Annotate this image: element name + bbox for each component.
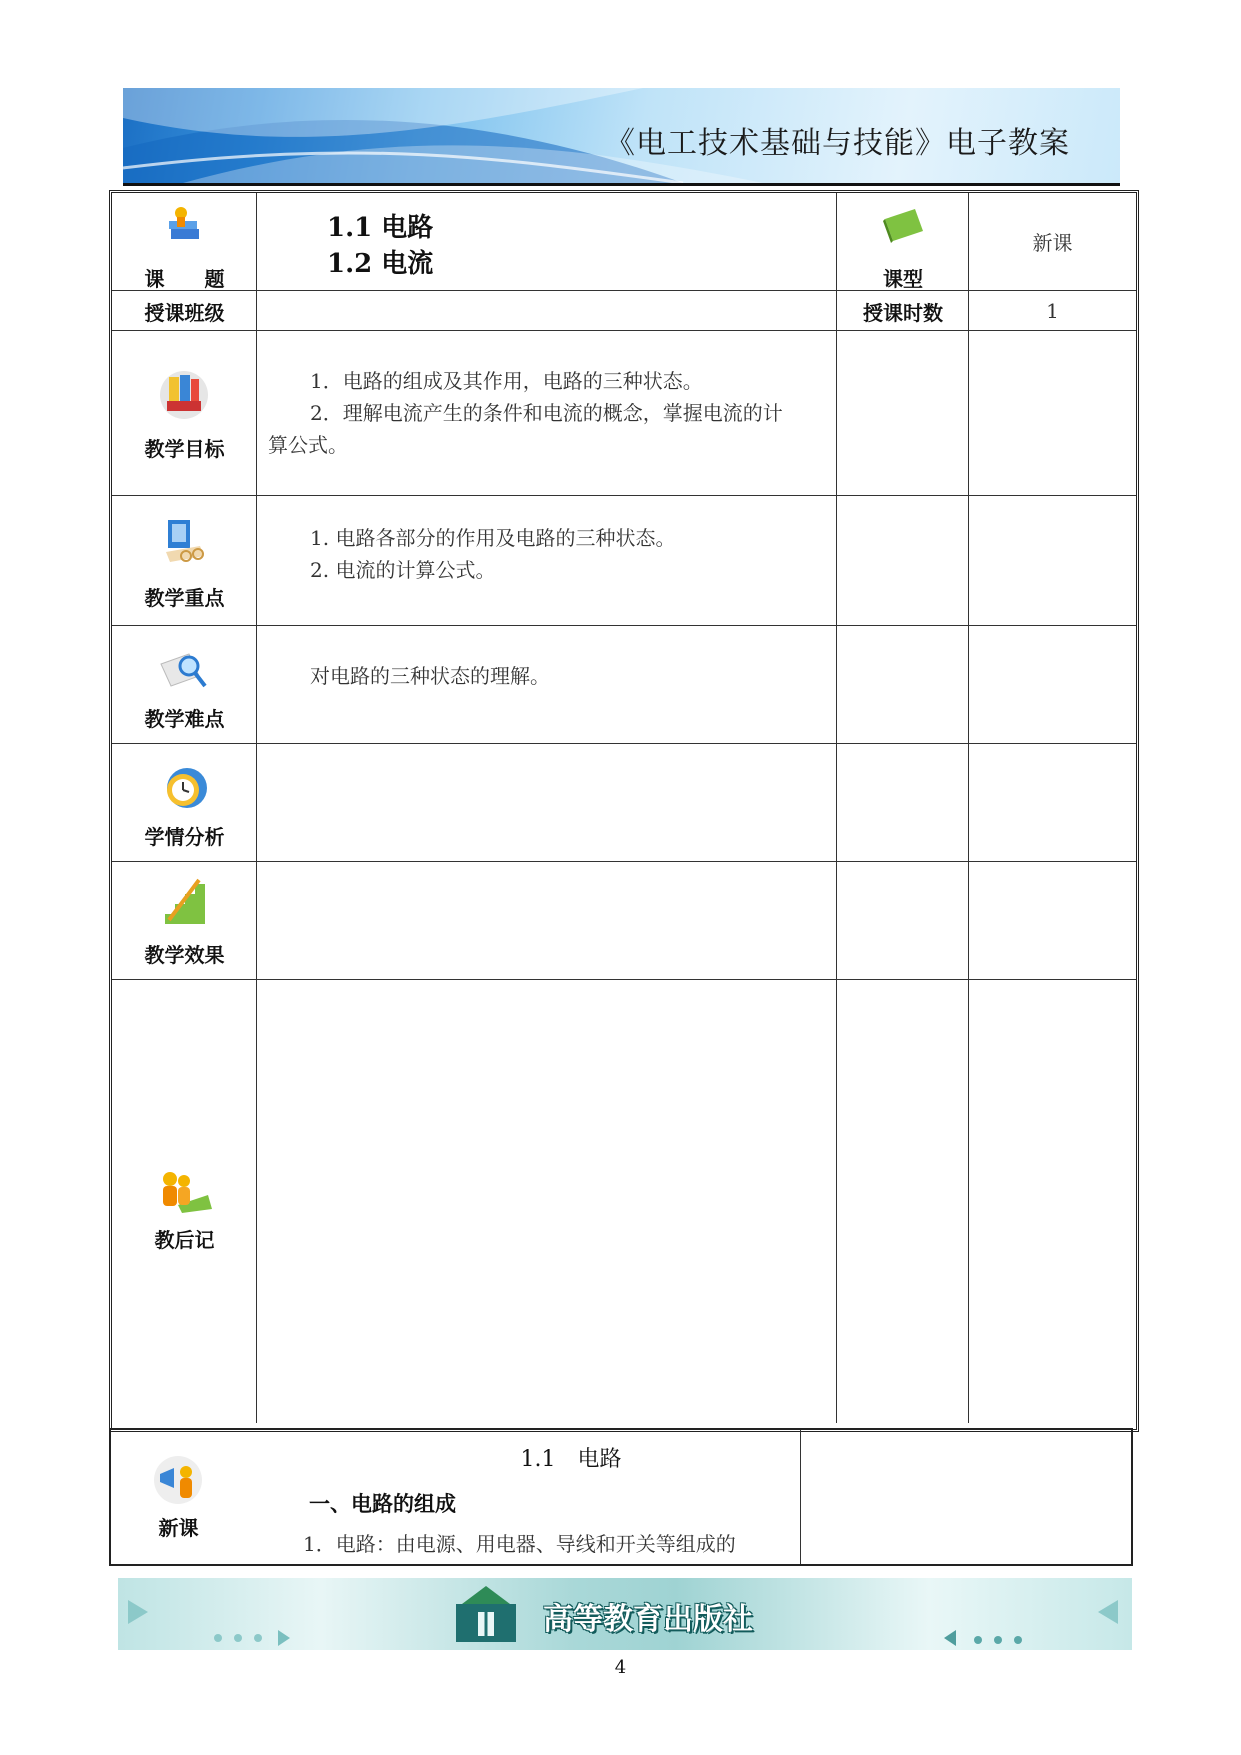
objectives-line-3: 算公式。 bbox=[268, 433, 348, 457]
objectives-line-2: 2．理解电流产生的条件和电流的概念，掌握电流的计 bbox=[310, 401, 783, 425]
analysis-note-cell bbox=[837, 744, 969, 862]
difficulties-extra-cell bbox=[969, 626, 1136, 744]
objectives-line-1: 1．电路的组成及其作用，电路的三种状态。 bbox=[310, 369, 703, 393]
type-label: 课型 bbox=[883, 267, 923, 291]
difficulties-note-cell bbox=[837, 626, 969, 744]
topic-label-cell bbox=[112, 193, 257, 291]
analysis-label: 学情分析 bbox=[144, 825, 225, 849]
hours-value: 1 bbox=[1046, 299, 1059, 323]
publisher-name: 高等教育出版社 bbox=[543, 1602, 753, 1637]
hours-label-cell bbox=[837, 291, 969, 331]
effect-extra-cell bbox=[969, 862, 1136, 980]
difficulties-label: 教学难点 bbox=[144, 707, 225, 731]
topic-value-cell bbox=[257, 193, 837, 291]
objectives-label-cell bbox=[112, 331, 257, 496]
type-value: 新课 bbox=[1032, 231, 1073, 255]
class-value-cell bbox=[257, 291, 837, 331]
new-lesson-line-1: 1．电路：由电源、用电器、导线和开关等组成的 bbox=[303, 1532, 736, 1556]
difficulties-line-1: 对电路的三种状态的理解。 bbox=[310, 664, 550, 688]
publisher-footer-banner bbox=[118, 1578, 1132, 1650]
analysis-content-cell bbox=[257, 744, 837, 862]
books-folder-icon bbox=[155, 367, 213, 419]
new-lesson-heading: 1.1 电路 bbox=[520, 1447, 622, 1472]
new-lesson-label: 新课 bbox=[158, 1516, 199, 1540]
class-label-cell bbox=[112, 291, 257, 331]
document-title: 《电工技术基础与技能》电子教案 bbox=[605, 126, 1070, 161]
reflection-label: 教后记 bbox=[154, 1228, 215, 1252]
reflection-extra-cell bbox=[969, 980, 1136, 1423]
green-book-icon bbox=[879, 205, 927, 245]
difficulties-content-cell bbox=[257, 626, 837, 744]
escalator-stairs-icon bbox=[159, 874, 209, 930]
reflection-label-cell bbox=[112, 980, 257, 1423]
magnifier-papers-icon bbox=[155, 646, 213, 692]
topic-label: 课 题 bbox=[144, 267, 225, 291]
objectives-label: 教学目标 bbox=[144, 437, 225, 461]
type-value-cell bbox=[969, 193, 1136, 291]
header-rule bbox=[123, 183, 1120, 186]
keypoints-label-cell bbox=[112, 496, 257, 626]
lesson-plan-table bbox=[109, 190, 1139, 1432]
effect-label-cell bbox=[112, 862, 257, 980]
hours-label: 授课时数 bbox=[863, 301, 943, 325]
keypoints-content-cell bbox=[257, 496, 837, 626]
topic-line-2: 1.2 电流 bbox=[327, 249, 434, 279]
people-book-icon bbox=[154, 1165, 214, 1213]
new-lesson-table bbox=[109, 1428, 1133, 1566]
reflection-content-cell bbox=[257, 980, 837, 1423]
objectives-note-cell bbox=[837, 331, 969, 496]
effect-label: 教学效果 bbox=[144, 943, 225, 967]
class-label: 授课班级 bbox=[144, 301, 225, 325]
keypoints-note-cell bbox=[837, 496, 969, 626]
objectives-content-cell bbox=[257, 331, 837, 496]
difficulties-label-cell bbox=[112, 626, 257, 744]
notebook-glasses-icon bbox=[156, 516, 212, 566]
topic-line-1: 1.1 电路 bbox=[327, 213, 434, 243]
effect-content-cell bbox=[257, 862, 837, 980]
reflection-note-cell bbox=[837, 980, 969, 1423]
keypoints-extra-cell bbox=[969, 496, 1136, 626]
keypoints-line-1: 1. 电路各部分的作用及电路的三种状态。 bbox=[310, 526, 676, 550]
objectives-extra-cell bbox=[969, 331, 1136, 496]
publisher-logo-icon bbox=[448, 1582, 524, 1646]
new-lesson-note-cell bbox=[801, 1430, 1131, 1564]
analysis-label-cell bbox=[112, 744, 257, 862]
books-person-icon bbox=[163, 205, 205, 247]
new-lesson-content-cell bbox=[111, 1430, 801, 1564]
alarm-clock-icon bbox=[157, 762, 211, 812]
hours-value-cell bbox=[969, 291, 1136, 331]
page-number: 4 bbox=[614, 1657, 627, 1678]
keypoints-label: 教学重点 bbox=[144, 586, 225, 610]
effect-note-cell bbox=[837, 862, 969, 980]
header-banner bbox=[123, 88, 1120, 183]
analysis-extra-cell bbox=[969, 744, 1136, 862]
new-lesson-subheading: 一、电路的组成 bbox=[309, 1491, 456, 1516]
type-label-cell bbox=[837, 193, 969, 291]
keypoints-line-2: 2. 电流的计算公式。 bbox=[310, 558, 496, 582]
